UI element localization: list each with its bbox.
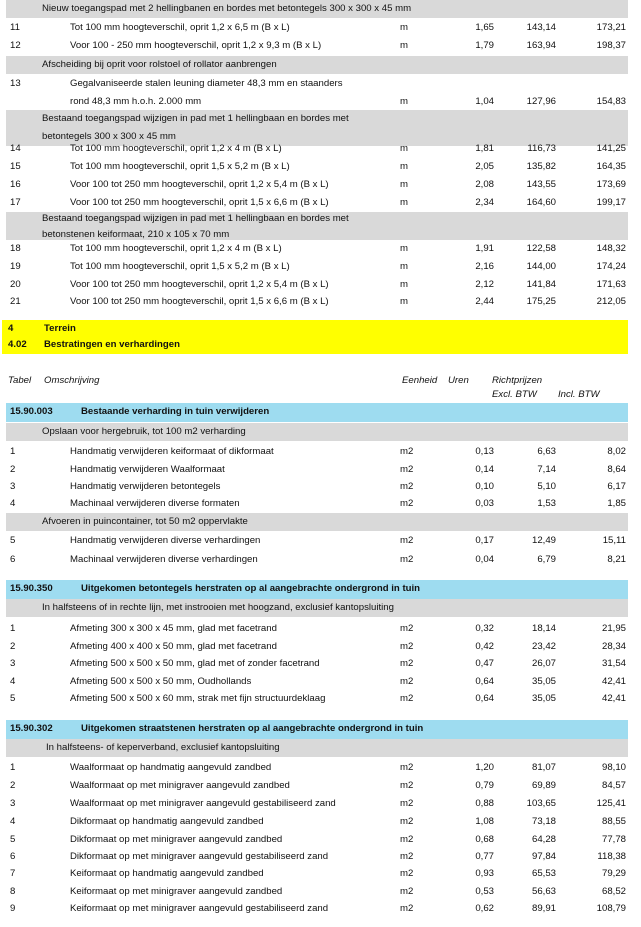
row-hours: 0,17: [475, 535, 494, 546]
row-price-incl: 108,79: [596, 903, 626, 914]
row-description: Keiformaat op met minigraver aangevuld zandbed: [70, 886, 283, 897]
row-number: 12: [10, 40, 21, 51]
subchapter-title: Bestratingen en verhardingen: [44, 339, 180, 350]
row-price-incl: 15,11: [602, 535, 626, 546]
row-price-incl: 77,78: [601, 834, 626, 845]
row-price-incl: 84,57: [601, 780, 626, 791]
row-price-excl: 12,49: [531, 535, 556, 546]
row-number: 6: [10, 851, 16, 862]
table-row: [6, 673, 628, 691]
row-description: Waalformaat op met minigraver aangevuld gestabiliseerd zand: [70, 798, 336, 809]
row-hours: 2,34: [475, 197, 494, 208]
row-unit: m: [400, 40, 408, 51]
row-description: Dikformaat op handmatig aangevuld zandbed: [70, 816, 264, 827]
row-price-incl: 199,17: [596, 197, 626, 208]
col-uren: Uren: [448, 375, 469, 386]
row-unit: m2: [400, 780, 414, 791]
group-header-text: Opslaan voor hergebruik, tot 100 m2 verharding: [42, 426, 246, 437]
row-description: Handmatig verwijderen betontegels: [70, 481, 221, 492]
table-row: [6, 655, 628, 673]
col-incl-btw: Incl. BTW: [558, 389, 600, 400]
row-number: 21: [10, 296, 21, 307]
group-header-text: Afscheiding bij oprit voor rolstoel of rollator aanbrengen: [42, 59, 277, 70]
table-row: [6, 759, 628, 777]
row-price-incl: 88,55: [601, 816, 626, 827]
row-unit: m2: [400, 834, 414, 845]
row-description: Voor 100 - 250 mm hoogteverschil, oprit 1,2 x 9,3 m (B x L): [70, 40, 322, 51]
row-description: Voor 100 tot 250 mm hoogteverschil, oprit 1,2 x 5,4 m (B x L): [70, 179, 329, 190]
row-number: 3: [10, 658, 16, 669]
row-price-incl: 42,41: [601, 676, 626, 687]
row-number: 11: [10, 22, 20, 33]
col-excl-btw: Excl. BTW: [492, 389, 537, 400]
row-hours: 0,79: [475, 780, 494, 791]
row-hours: 0,47: [475, 658, 494, 669]
row-hours: 0,13: [475, 446, 494, 457]
row-description: Keiformaat op met minigraver aangevuld gestabiliseerd zand: [70, 903, 329, 914]
row-description: Afmeting 500 x 500 x 60 mm, strak met fijn structuurdeklaag: [70, 693, 326, 704]
row-number: 20: [10, 279, 21, 290]
table-row: [6, 293, 628, 311]
row-description: Afmeting 400 x 400 x 50 mm, glad met facetrand: [70, 641, 277, 652]
row-number: 1: [10, 446, 16, 457]
row-description: Voor 100 tot 250 mm hoogteverschil, oprit 1,2 x 5,4 m (B x L): [70, 279, 329, 290]
row-unit: m: [400, 197, 408, 208]
row-number: 6: [10, 554, 16, 565]
col-richtprijzen: Richtprijzen: [492, 375, 543, 386]
row-unit: m2: [400, 623, 414, 634]
table-row: [6, 75, 628, 111]
table-row: [6, 158, 628, 176]
row-price-incl: 8,02: [607, 446, 626, 457]
row-number: 7: [10, 868, 16, 879]
row-hours: 0,64: [475, 693, 494, 704]
row-price-excl: 56,63: [531, 886, 556, 897]
subchapter-number: 4.02: [8, 339, 27, 350]
row-description: Keiformaat op handmatig aangevuld zandbed: [70, 868, 264, 879]
row-description: Afmeting 300 x 300 x 45 mm, glad met facetrand: [70, 623, 277, 634]
row-number: 5: [10, 693, 16, 704]
row-unit: m2: [400, 446, 414, 457]
table-row: [6, 495, 628, 513]
row-unit: m2: [400, 498, 414, 509]
group-header-halfsteens: [6, 599, 628, 617]
group-header-text-line1: Bestaand toegangspad wijzigen in pad met 1 hellingbaan en bordes met: [42, 113, 349, 124]
row-price-excl: 97,84: [531, 851, 556, 862]
table-title-15-90-350: [6, 580, 628, 599]
row-unit: m2: [400, 535, 414, 546]
row-hours: 1,79: [475, 40, 494, 51]
group-header-text-line1: Bestaand toegangspad wijzigen in pad met 1 hellingbaan en bordes met: [42, 213, 349, 224]
row-unit: m2: [400, 464, 414, 475]
row-number: 16: [10, 179, 21, 190]
table-row: [6, 795, 628, 813]
group-header-keperverband: [6, 739, 628, 757]
row-price-incl: 164,35: [596, 161, 626, 172]
row-description: Tot 100 mm hoogteverschil, oprit 1,2 x 4 m (B x L): [70, 143, 282, 154]
row-description: Handmatig verwijderen Waalformaat: [70, 464, 225, 475]
row-unit: m: [400, 279, 408, 290]
row-description: Handmatig verwijderen diverse verhardingen: [70, 535, 261, 546]
row-unit: m: [400, 143, 408, 154]
table-code: 15.90.350: [10, 583, 53, 594]
table-row: [6, 813, 628, 831]
row-description: Tot 100 mm hoogteverschil, oprit 1,5 x 5,2 m (B x L): [70, 261, 290, 272]
row-unit: m2: [400, 481, 414, 492]
row-price-excl: 23,42: [531, 641, 556, 652]
group-header-afscheiding: [6, 56, 628, 74]
row-number: 9: [10, 903, 16, 914]
row-description-line2: rond 48,3 mm h.o.h. 2.000 mm: [70, 96, 202, 107]
row-description-line1: Gegalvaniseerde stalen leuning diameter 48,3 mm en staanders: [70, 78, 343, 89]
row-price-incl: 21,95: [601, 623, 626, 634]
group-header-afvoeren: [6, 513, 628, 531]
row-description: Voor 100 tot 250 mm hoogteverschil, oprit 1,5 x 6,6 m (B x L): [70, 296, 329, 307]
row-price-incl: 68,52: [601, 886, 626, 897]
row-price-incl: 125,41: [596, 798, 626, 809]
row-price-incl: 212,05: [596, 296, 626, 307]
row-description: Waalformaat op handmatig aangevuld zandbed: [70, 762, 272, 773]
row-number: 4: [10, 498, 16, 509]
table-row: [6, 176, 628, 194]
row-hours: 0,10: [475, 481, 494, 492]
row-description: Waalformaat op met minigraver aangevuld zandbed: [70, 780, 290, 791]
row-price-excl: 1,53: [537, 498, 556, 509]
row-price-incl: 79,29: [601, 868, 626, 879]
row-unit: m2: [400, 554, 414, 565]
row-description: Tot 100 mm hoogteverschil, oprit 1,2 x 4 m (B x L): [70, 243, 282, 254]
row-price-incl: 31,54: [601, 658, 626, 669]
col-tabel: Tabel: [8, 375, 32, 386]
row-price-excl: 127,96: [526, 96, 556, 107]
table-row: [6, 831, 628, 849]
table-row: [6, 532, 628, 550]
table-row: [6, 883, 628, 901]
row-price-incl: 8,64: [607, 464, 626, 475]
row-price-excl: 89,91: [531, 903, 556, 914]
row-description: Handmatig verwijderen keiformaat of dikformaat: [70, 446, 274, 457]
group-header-opslaan: [6, 423, 628, 441]
table-row: [6, 258, 628, 276]
table-row: [6, 551, 628, 569]
row-description: Machinaal verwijderen diverse formaten: [70, 498, 240, 509]
row-number: 4: [10, 676, 16, 687]
row-price-incl: 42,41: [601, 693, 626, 704]
table-row: [6, 900, 628, 918]
row-hours: 0,42: [475, 641, 494, 652]
row-unit: m2: [400, 816, 414, 827]
row-description: Afmeting 500 x 500 x 50 mm, Oudhollands: [70, 676, 252, 687]
row-number: 19: [10, 261, 21, 272]
row-number: 17: [10, 197, 21, 208]
row-price-excl: 141,84: [526, 279, 556, 290]
row-hours: 0,68: [475, 834, 494, 845]
table-title: Uitgekomen betontegels herstraten op al aangebrachte ondergrond in tuin: [81, 583, 421, 594]
row-price-incl: 141,25: [596, 143, 626, 154]
row-hours: 0,32: [475, 623, 494, 634]
table-code: 15.90.302: [10, 723, 53, 734]
table-row: [6, 777, 628, 795]
row-unit: m2: [400, 762, 414, 773]
row-number: 15: [10, 161, 21, 172]
row-hours: 2,05: [475, 161, 494, 172]
row-number: 3: [10, 481, 16, 492]
row-unit: m2: [400, 886, 414, 897]
row-price-excl: 164,60: [526, 197, 556, 208]
row-price-excl: 143,55: [526, 179, 556, 190]
row-hours: 2,08: [475, 179, 494, 190]
row-description: Machinaal verwijderen diverse verhardingen: [70, 554, 258, 565]
row-number: 13: [10, 78, 21, 89]
row-price-excl: 144,00: [526, 261, 556, 272]
group-header-text-line2: betonstenen keiformaat, 210 x 105 x 70 mm: [42, 229, 230, 240]
row-description: Afmeting 500 x 500 x 50 mm, glad met of zonder facetrand: [70, 658, 320, 669]
row-description: Dikformaat op met minigraver aangevuld gestabiliseerd zand: [70, 851, 329, 862]
row-unit: m: [400, 261, 408, 272]
row-unit: m2: [400, 693, 414, 704]
row-price-incl: 1,85: [607, 498, 626, 509]
table-title: Uitgekomen straatstenen herstraten op al aangebrachte ondergrond in tuin: [81, 723, 424, 734]
table-code: 15.90.003: [10, 406, 53, 417]
row-number: 5: [10, 535, 16, 546]
group-header-text: In halfsteens of in rechte lijn, met instrooien met hoogzand, exclusief kantopsluiting: [42, 602, 394, 613]
row-unit: m: [400, 243, 408, 254]
chapter-heading: [2, 320, 628, 354]
row-hours: 0,04: [475, 554, 494, 565]
row-price-excl: 81,07: [531, 762, 556, 773]
row-price-excl: 26,07: [531, 658, 556, 669]
row-number: 5: [10, 834, 16, 845]
row-unit: m: [400, 96, 408, 107]
row-price-excl: 122,58: [526, 243, 556, 254]
row-price-excl: 18,14: [531, 623, 556, 634]
row-price-excl: 73,18: [531, 816, 556, 827]
row-hours: 0,03: [475, 498, 494, 509]
chapter-number: 4: [8, 323, 14, 334]
row-price-excl: 64,28: [531, 834, 556, 845]
row-price-excl: 163,94: [526, 40, 556, 51]
row-hours: 1,91: [475, 243, 494, 254]
row-price-excl: 135,82: [526, 161, 556, 172]
group-header-nieuw-toegangspad: [6, 0, 628, 18]
row-unit: m2: [400, 903, 414, 914]
row-hours: 2,16: [475, 261, 494, 272]
row-number: 8: [10, 886, 16, 897]
row-description: Dikformaat op met minigraver aangevuld zandbed: [70, 834, 283, 845]
table-row: [6, 620, 628, 638]
row-price-excl: 35,05: [531, 693, 556, 704]
row-number: 2: [10, 641, 16, 652]
row-hours: 0,14: [475, 464, 494, 475]
row-hours: 2,12: [475, 279, 494, 290]
row-hours: 0,93: [475, 868, 494, 879]
row-price-incl: 6,17: [607, 481, 626, 492]
row-price-excl: 69,89: [531, 780, 556, 791]
row-price-incl: 118,38: [597, 851, 626, 862]
row-price-incl: 148,32: [596, 243, 626, 254]
row-description: Tot 100 mm hoogteverschil, oprit 1,2 x 6,5 m (B x L): [70, 22, 290, 33]
row-price-incl: 173,21: [596, 22, 626, 33]
row-hours: 1,65: [475, 22, 494, 33]
table-row: [6, 140, 628, 158]
row-unit: m2: [400, 658, 414, 669]
row-price-excl: 7,14: [537, 464, 556, 475]
row-description: Tot 100 mm hoogteverschil, oprit 1,5 x 5,2 m (B x L): [70, 161, 290, 172]
group-header-bestaand-keiformaat: [6, 212, 628, 240]
row-number: 2: [10, 780, 16, 791]
row-hours: 1,04: [475, 96, 494, 107]
row-hours: 1,81: [475, 143, 494, 154]
group-header-text: Nieuw toegangspad met 2 hellingbanen en bordes met betontegels 300 x 300 x 45 mm: [42, 3, 412, 14]
row-unit: m2: [400, 868, 414, 879]
table-row: [6, 848, 628, 866]
table-row: [6, 690, 628, 708]
row-price-incl: 171,63: [596, 279, 626, 290]
group-header-text-line2: betontegels 300 x 300 x 45 mm: [42, 131, 176, 142]
row-unit: m2: [400, 641, 414, 652]
row-price-incl: 98,10: [601, 762, 626, 773]
row-hours: 1,20: [475, 762, 494, 773]
table-row: [6, 443, 628, 461]
table-title-15-90-302: [6, 720, 628, 739]
row-hours: 1,08: [475, 816, 494, 827]
row-price-excl: 35,05: [531, 676, 556, 687]
row-unit: m2: [400, 851, 414, 862]
row-description: Voor 100 tot 250 mm hoogteverschil, oprit 1,5 x 6,6 m (B x L): [70, 197, 329, 208]
table-title-15-90-003: [6, 403, 628, 422]
row-hours: 0,77: [475, 851, 494, 862]
row-price-excl: 65,53: [531, 868, 556, 879]
row-price-incl: 154,83: [596, 96, 626, 107]
table-row: [6, 865, 628, 883]
row-hours: 0,62: [475, 903, 494, 914]
row-unit: m: [400, 161, 408, 172]
group-header-text: Afvoeren in puincontainer, tot 50 m2 oppervlakte: [42, 516, 248, 527]
row-price-excl: 175,25: [526, 296, 556, 307]
row-hours: 0,64: [475, 676, 494, 687]
row-unit: m2: [400, 676, 414, 687]
row-price-excl: 6,63: [537, 446, 556, 457]
row-price-excl: 6,79: [537, 554, 556, 565]
table-title: Bestaande verharding in tuin verwijderen: [81, 406, 270, 417]
col-omschrijving: Omschrijving: [44, 375, 100, 386]
row-number: 18: [10, 243, 21, 254]
table-row: [6, 638, 628, 656]
group-header-text: In halfsteens- of keperverband, exclusief kantopsluiting: [46, 742, 280, 753]
row-price-incl: 8,21: [607, 554, 626, 565]
table-row: [6, 461, 628, 479]
row-number: 14: [10, 143, 21, 154]
row-number: 4: [10, 816, 16, 827]
table-row: [6, 240, 628, 258]
row-hours: 2,44: [475, 296, 494, 307]
row-price-excl: 5,10: [537, 481, 556, 492]
table-row: [6, 37, 628, 55]
row-number: 2: [10, 464, 16, 475]
row-price-incl: 173,69: [596, 179, 626, 190]
row-price-incl: 198,37: [596, 40, 626, 51]
chapter-title: Terrein: [44, 323, 76, 334]
row-number: 1: [10, 762, 16, 773]
row-number: 3: [10, 798, 16, 809]
row-unit: m: [400, 296, 408, 307]
row-unit: m2: [400, 798, 414, 809]
row-unit: m: [400, 179, 408, 190]
row-price-excl: 143,14: [526, 22, 556, 33]
table-row: [6, 478, 628, 496]
row-price-incl: 174,24: [596, 261, 626, 272]
table-row: [6, 276, 628, 294]
column-header: [2, 372, 628, 402]
row-price-excl: 116,73: [527, 143, 556, 154]
table-row: [6, 19, 628, 37]
col-eenheid: Eenheid: [402, 375, 438, 386]
row-price-excl: 103,65: [526, 798, 556, 809]
row-unit: m: [400, 22, 408, 33]
row-hours: 0,53: [475, 886, 494, 897]
row-price-incl: 28,34: [601, 641, 626, 652]
row-hours: 0,88: [475, 798, 494, 809]
row-number: 1: [10, 623, 16, 634]
